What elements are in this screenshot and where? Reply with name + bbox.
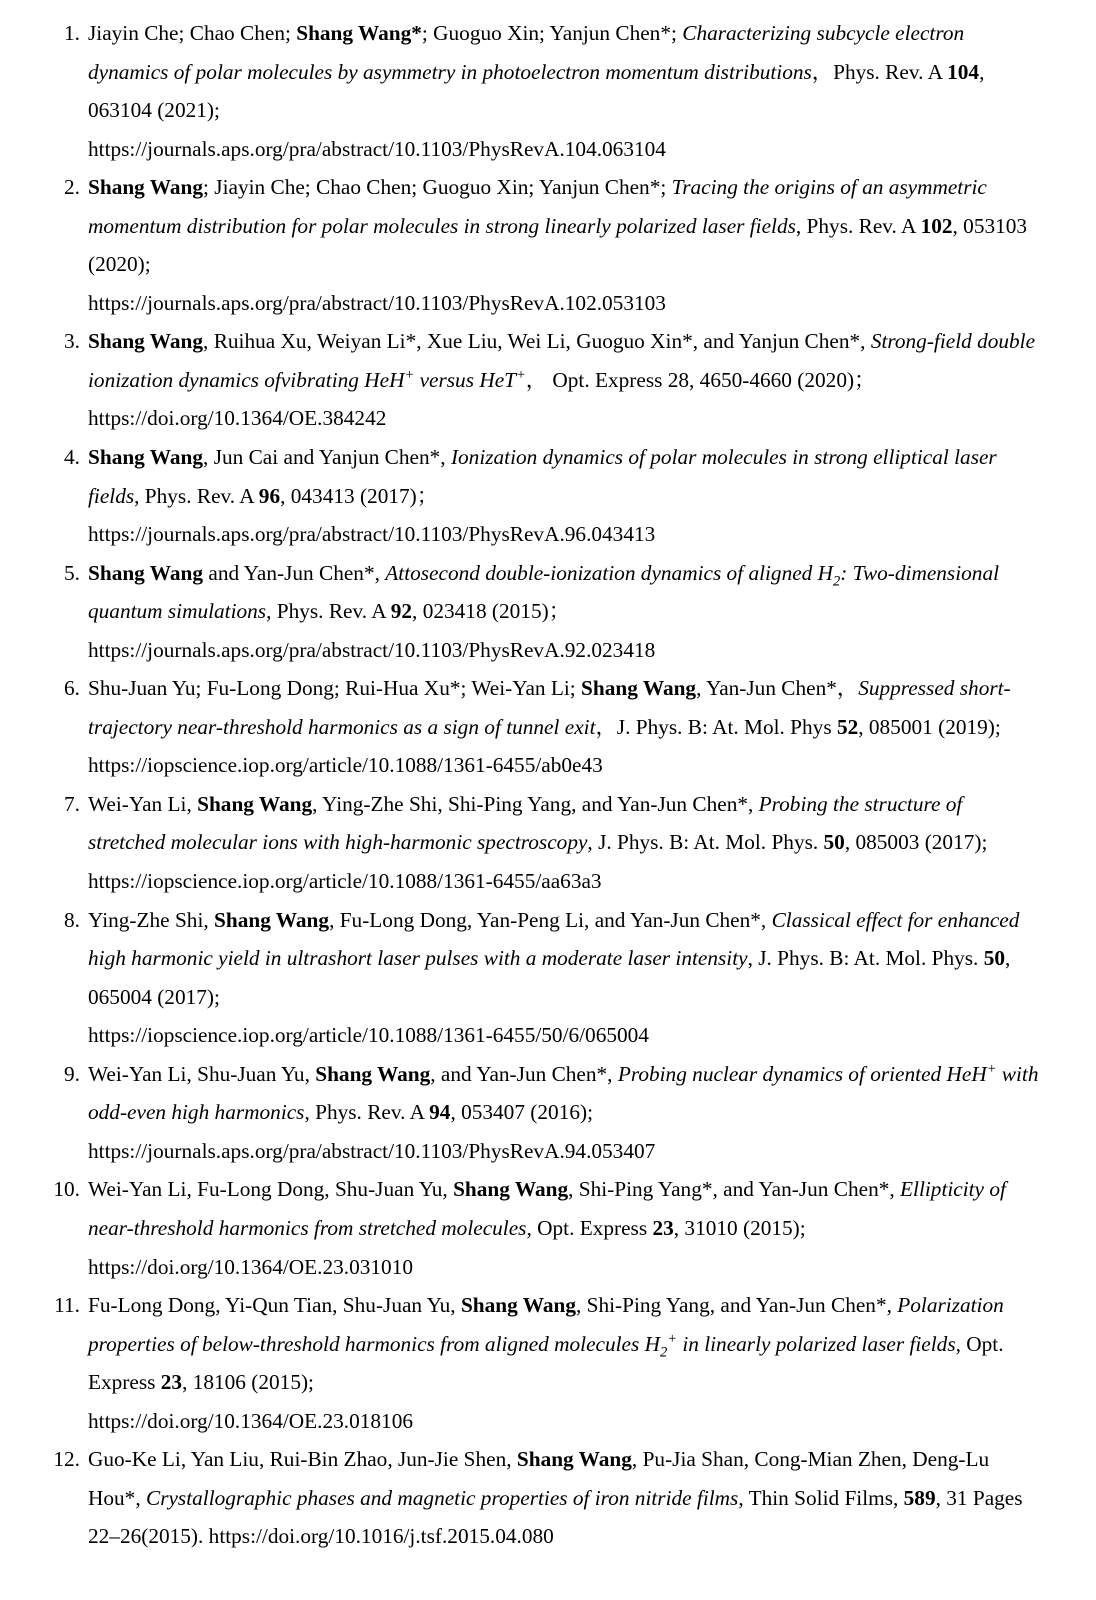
publication-details: , 043413 (2017)； (280, 483, 439, 508)
publication-item (44, 14, 1044, 168)
article-link[interactable]: https://doi.org/10.1364/OE.23.031010 (88, 1254, 413, 1279)
authors-suffix: , and Yan-Jun Chen*, (430, 1061, 618, 1086)
publication-item (44, 1055, 1044, 1171)
publication-item (44, 438, 1044, 554)
volume: 52 (836, 714, 859, 739)
article-title: Ionization dynamics of polar molecules in strong elliptical laser fields (88, 445, 997, 508)
journal-name: , J. Phys. B: At. Mol. Phys. (587, 830, 824, 855)
article-title: Attosecond double-ionization dynamics of aligned $H_2$: Two-dimensional quantum simulations (88, 560, 1000, 624)
article-title: Polarization properties of below-threshold harmonics from aligned molecules $H_2^+$ in linearly polarized laser fields (88, 1293, 1004, 1360)
article-link[interactable]: https://doi.org/10.1016/j.tsf.2015.04.080 (208, 1524, 554, 1549)
authors-suffix: ; Jiayin Che; Chao Chen; Guoguo Xin; Yanjun Chen*; (203, 175, 672, 200)
reference-3 (88, 322, 1044, 438)
publication-details: , 31 Pages 22–26(2015). (88, 1485, 1023, 1549)
article-title: Probing the structure of stretched molecular ions with high-harmonic spectroscopy (88, 791, 963, 855)
authors-prefix: Wei-Yan Li, Fu-Long Dong, Shu-Juan Yu, (88, 1177, 454, 1202)
article-title: Probing nuclear dynamics of oriented HeH+ with odd-even high harmonics (88, 1060, 1039, 1125)
reference-2 (88, 168, 1044, 322)
authors-prefix: Wei-Yan Li, (88, 791, 198, 816)
publication-details: , 065004 (2017); (88, 946, 1011, 1009)
publication-list (44, 14, 1044, 1556)
journal-name: , Thin Solid Films, (738, 1485, 904, 1510)
highlighted-author: Shang Wang (460, 1293, 576, 1318)
highlighted-author: Shang Wang (453, 1177, 569, 1202)
article-title: Classical effect for enhanced high harmonic yield in ultrashort laser pulses with a moderate laser intensity (88, 907, 1020, 971)
highlighted-author: Shang Wang (88, 175, 204, 200)
article-title: Tracing the origins of an asymmetric momentum distribution for polar molecules in strong linearly polarized laser fields (88, 175, 987, 238)
journal-name: , Phys. Rev. A (266, 599, 391, 624)
journal-name: ，Phys. Rev. A (811, 59, 948, 84)
authors-suffix: , Jun Cai and Yanjun Chen*, (203, 445, 451, 470)
highlighted-author: Shang Wang (581, 676, 697, 701)
reference-7 (88, 785, 1044, 901)
authors-prefix: Ying-Zhe Shi, (88, 907, 215, 932)
journal-name: , Opt. Express (526, 1215, 653, 1240)
authors-suffix: , Fu-Long Dong, Yan-Peng Li, and Yan-Jun Chen*, (329, 907, 772, 932)
article-link[interactable]: https://iopscience.iop.org/article/10.1088/1361-6455/ab0e43 (88, 753, 603, 778)
authors-suffix: and Yan-Jun Chen*, (203, 560, 386, 585)
highlighted-author: Shang Wang (197, 791, 313, 816)
publication-item (44, 168, 1044, 322)
journal-name: , Phys. Rev. A (134, 483, 259, 508)
reference-1 (88, 14, 1044, 168)
volume: 96 (258, 483, 281, 508)
publication-item (44, 1170, 1044, 1286)
journal-name: , J. Phys. B: At. Mol. Phys. (747, 946, 984, 971)
publication-details: , 053407 (2016); (450, 1100, 593, 1125)
publication-item (44, 785, 1044, 901)
journal-name: , Phys. Rev. A (795, 213, 921, 238)
publication-details: , 063104 (2021); (88, 59, 985, 123)
reference-5 (88, 554, 1044, 670)
volume: 23 (160, 1370, 183, 1395)
publication-details: , 18106 (2015); (182, 1370, 314, 1395)
article-link[interactable]: https://journals.aps.org/pra/abstract/10.1103/PhysRevA.94.053407 (88, 1138, 656, 1163)
authors-prefix: Guo-Ke Li, Yan Liu, Rui-Bin Zhao, Jun-Jie Shen, (88, 1447, 517, 1472)
journal-name: ，J. Phys. B: At. Mol. Phys (595, 714, 837, 739)
article-title: Suppressed short-trajectory near-threshold harmonics as a sign of tunnel exit (88, 676, 1011, 739)
volume: 104 (947, 59, 980, 84)
publication-item (44, 554, 1044, 670)
volume: 23 (652, 1215, 674, 1240)
article-link[interactable]: https://journals.aps.org/pra/abstract/10.1103/PhysRevA.102.053103 (88, 290, 666, 315)
reference-8 (88, 901, 1044, 1055)
publication-item (44, 901, 1044, 1055)
highlighted-author: Shang Wang (214, 907, 330, 932)
article-title: Characterizing subcycle electron dynamics of polar molecules by asymmetry in photoelectron momentum distributions (88, 21, 965, 84)
highlighted-author: Shang Wang (88, 560, 204, 585)
publication-details: , 023418 (2015)； (412, 599, 570, 624)
article-link[interactable]: https://journals.aps.org/pra/abstract/10.1103/PhysRevA.104.063104 (88, 136, 666, 161)
authors-suffix: , Ying-Zhe Shi, Shi-Ping Yang, and Yan-Jun Chen*, (312, 791, 759, 816)
authors-prefix: Wei-Yan Li, Shu-Juan Yu, (88, 1061, 316, 1086)
article-title: Crystallographic phases and magnetic properties of iron nitride films (145, 1485, 739, 1510)
highlighted-author: Shang Wang* (296, 21, 422, 45)
article-link[interactable]: https://doi.org/10.1364/OE.23.018106 (88, 1408, 413, 1433)
volume: 50 (983, 946, 1005, 971)
authors-suffix: , Shi-Ping Yang, and Yan-Jun Chen*, (575, 1293, 898, 1318)
publication-details: , 053103 (2020); (88, 213, 1028, 277)
highlighted-author: Shang Wang (315, 1061, 431, 1086)
publication-details: , 31010 (2015); (673, 1215, 806, 1240)
publication-item (44, 669, 1044, 785)
reference-11 (88, 1286, 1044, 1440)
highlighted-author: Shang Wang (516, 1447, 632, 1472)
authors-prefix: Jiayin Che; Chao Chen; (88, 21, 297, 45)
reference-6 (88, 669, 1044, 785)
volume: 92 (390, 599, 413, 624)
article-link[interactable]: https://iopscience.iop.org/article/10.1088/1361-6455/50/6/065004 (88, 1023, 649, 1048)
article-link[interactable]: https://journals.aps.org/pra/abstract/10.1103/PhysRevA.96.043413 (88, 522, 656, 547)
volume: 50 (823, 830, 845, 855)
authors-suffix: ; Guoguo Xin; Yanjun Chen*; (421, 21, 683, 45)
authors-suffix: , Yan-Jun Chen*， (696, 676, 859, 701)
journal-name: , Phys. Rev. A (304, 1100, 430, 1125)
authors-suffix: , Ruihua Xu, Weiyan Li*, Xue Liu, Wei Li, Guoguo Xin*, and Yanjun Chen*, (203, 329, 871, 354)
publication-item (44, 322, 1044, 438)
reference-9 (88, 1055, 1044, 1171)
journal-name: , Opt. Express (88, 1331, 1004, 1395)
authors-prefix: Fu-Long Dong, Yi-Qun Tian, Shu-Juan Yu, (88, 1293, 461, 1318)
publication-item (44, 1440, 1044, 1556)
volume: 102 (920, 213, 953, 238)
publication-item (44, 1286, 1044, 1440)
highlighted-author: Shang Wang (88, 445, 204, 470)
authors-suffix: , Pu-Jia Shan, Cong-Mian Zhen, Deng-Lu Hou*, (88, 1447, 990, 1510)
journal-name: ， Opt. Express 28, 4650-4660 (2020)； (525, 367, 876, 392)
reference-10 (88, 1170, 1044, 1286)
reference-12 (88, 1440, 1044, 1556)
highlighted-author: Shang Wang (88, 329, 204, 354)
authors-suffix: , Shi-Ping Yang*, and Yan-Jun Chen*, (568, 1177, 901, 1202)
volume: 589 (903, 1485, 936, 1510)
publication-details: , 085003 (2017); (844, 830, 988, 855)
article-title: Strong-field double ionization dynamics ofvibrating HeH+ versus HeT+ (88, 329, 1036, 392)
article-link[interactable]: https://iopscience.iop.org/article/10.1088/1361-6455/aa63a3 (88, 869, 602, 894)
article-link[interactable]: https://journals.aps.org/pra/abstract/10.1103/PhysRevA.92.023418 (88, 637, 656, 662)
reference-4 (88, 438, 1044, 554)
publication-details: , 085001 (2019); (858, 714, 1001, 739)
article-link[interactable]: https://doi.org/10.1364/OE.384242 (88, 406, 387, 431)
authors-prefix: Shu-Juan Yu; Fu-Long Dong; Rui-Hua Xu*; Wei-Yan Li; (88, 676, 582, 701)
volume: 94 (429, 1100, 451, 1125)
article-title: Ellipticity of near-threshold harmonics from stretched molecules (88, 1177, 1006, 1240)
